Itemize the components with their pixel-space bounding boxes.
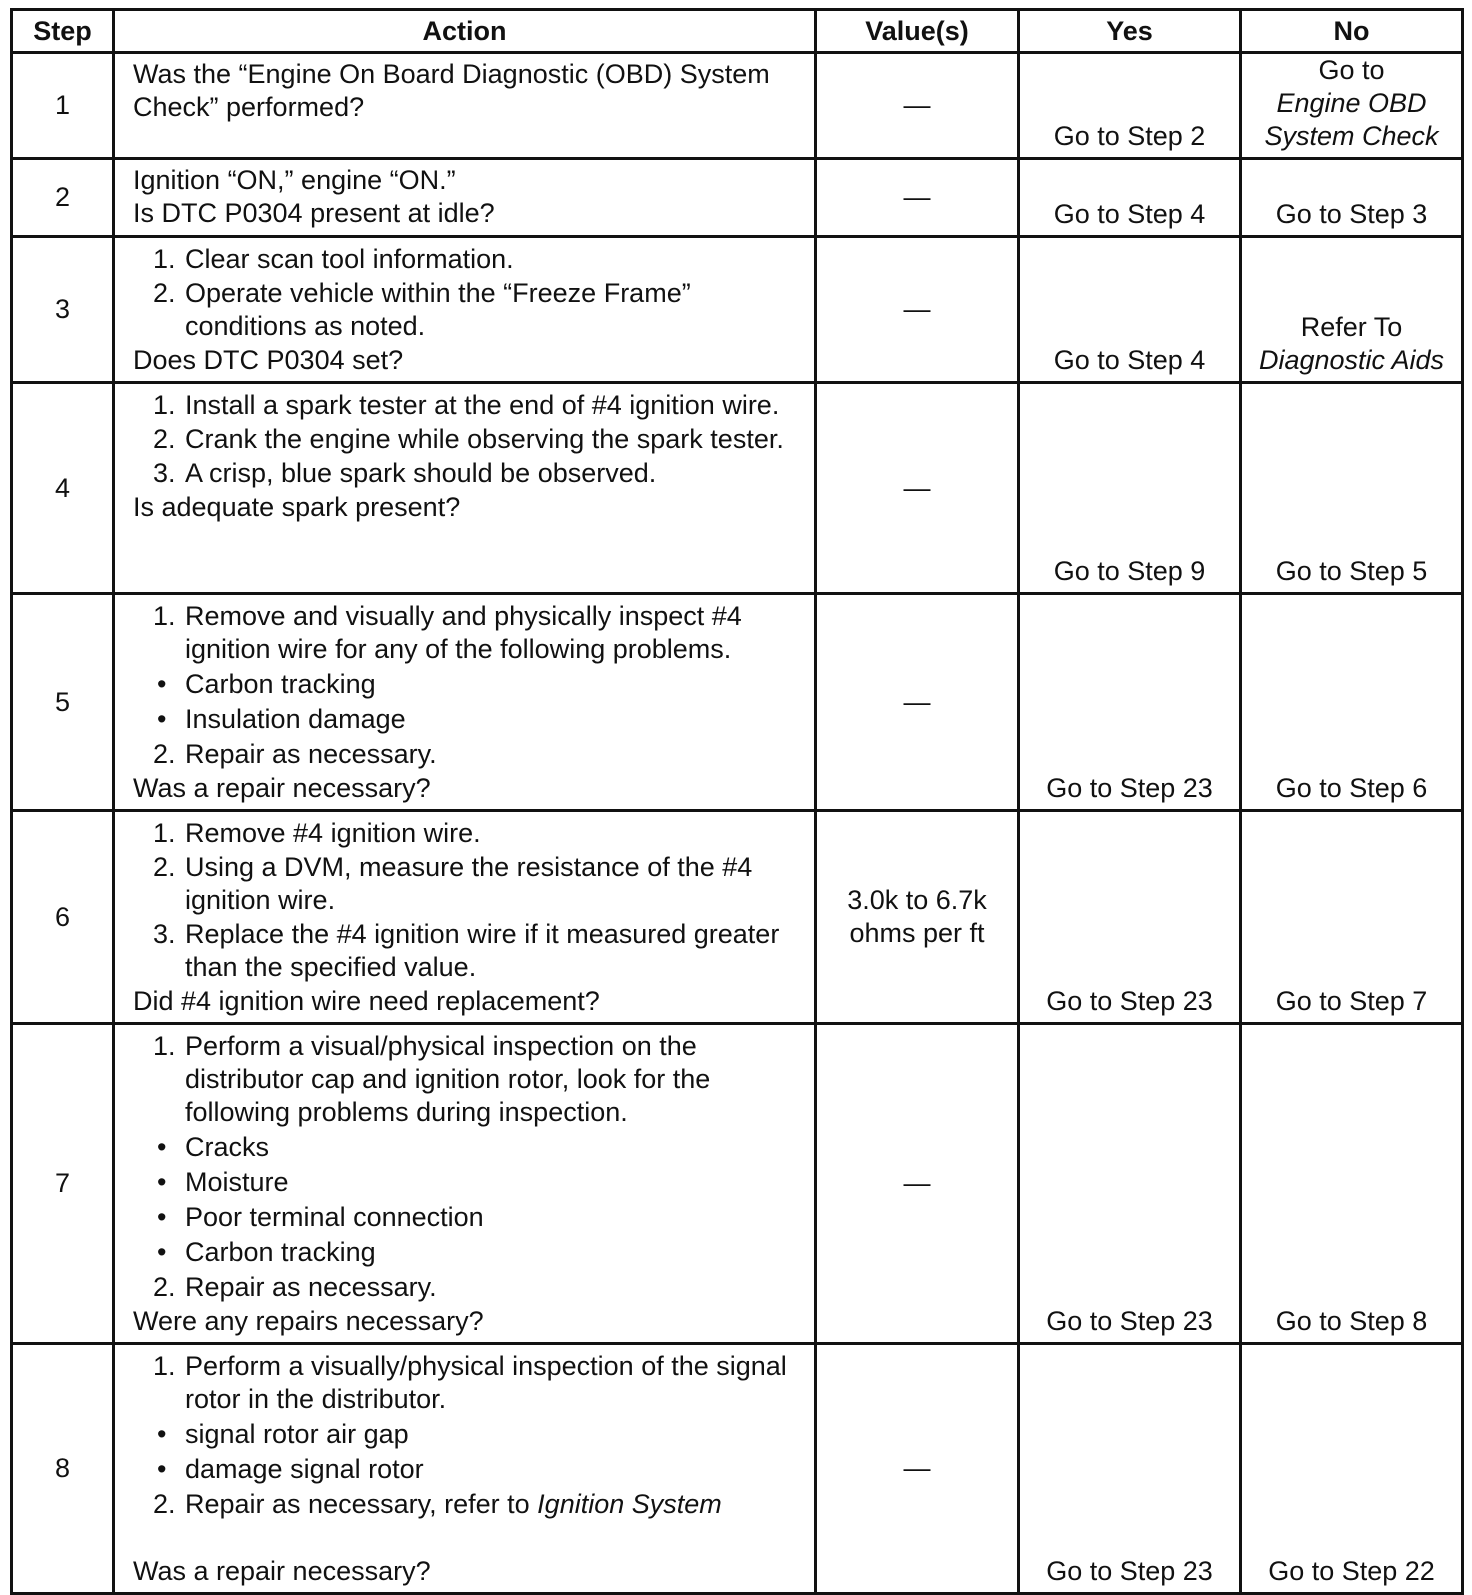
list-item <box>133 918 806 984</box>
item-text: Crank the engine while observing the spark tester. <box>185 424 784 454</box>
yes-cell: Go to Step 23 <box>1019 1024 1241 1344</box>
action-cell <box>114 237 816 383</box>
question-text: Is DTC P0304 present at idle? <box>133 198 495 228</box>
item-number: 1. <box>153 601 176 631</box>
no-cell: Go to Step 3 <box>1241 159 1463 237</box>
item-number: 1. <box>153 244 176 274</box>
bullet-text: Insulation damage <box>185 704 406 734</box>
item-number: 2. <box>153 278 176 308</box>
action-text: Ignition “ON,” engine “ON.” <box>133 165 456 195</box>
bullet-text: Moisture <box>185 1167 289 1197</box>
bullet-text: Poor terminal connection <box>185 1202 484 1232</box>
no-reference: Engine OBD System Check <box>1264 88 1439 151</box>
no-reference: Diagnostic Aids <box>1258 345 1445 375</box>
list-item <box>133 817 806 850</box>
item-text: Repair as necessary, refer to <box>185 1489 530 1519</box>
bullet-mark: • <box>157 1419 167 1449</box>
header-step: Step <box>12 10 114 53</box>
value-cell: — <box>816 1024 1019 1344</box>
no-cell <box>1241 237 1463 383</box>
header-row <box>12 10 1463 53</box>
item-text: Replace the #4 ignition wire if it measured greater than the specified value. <box>185 919 780 982</box>
value-cell: — <box>816 159 1019 237</box>
header-values: Value(s) <box>816 10 1019 53</box>
bullet-mark: • <box>157 1167 167 1197</box>
item-number: 1. <box>153 1031 176 1061</box>
bullet-text: Carbon tracking <box>185 1237 376 1267</box>
action-cell <box>114 1344 816 1594</box>
no-cell: Go to Step 6 <box>1241 594 1463 811</box>
item-text: Install a spark tester at the end of #4 ignition wire. <box>185 390 780 420</box>
item-text: Repair as necessary. <box>185 739 437 769</box>
bullet-mark: • <box>157 669 167 699</box>
item-text: Repair as necessary. <box>185 1272 437 1302</box>
list-item <box>133 1350 806 1416</box>
question-text: Was the “Engine On Board Diagnostic (OBD) System Check” performed? <box>133 59 770 122</box>
no-cell: Go to Step 22 <box>1241 1344 1463 1594</box>
bullet-item <box>133 1201 806 1234</box>
action-cell <box>114 811 816 1024</box>
step-number: 7 <box>12 1024 114 1344</box>
list-item <box>133 1030 806 1129</box>
bullet-item <box>133 703 806 736</box>
list-item <box>133 1271 806 1304</box>
item-number: 3. <box>153 919 176 949</box>
action-cell <box>114 383 816 594</box>
table-row-step-8 <box>12 1344 1463 1594</box>
table-row-step-2 <box>12 159 1463 237</box>
action-cell <box>114 53 816 159</box>
bullet-mark: • <box>157 1454 167 1484</box>
value-cell: — <box>816 383 1019 594</box>
item-number: 2. <box>153 739 176 769</box>
action-cell <box>114 1024 816 1344</box>
yes-cell: Go to Step 23 <box>1019 1344 1241 1594</box>
yes-cell: Go to Step 4 <box>1019 159 1241 237</box>
yes-cell: Go to Step 2 <box>1019 53 1241 159</box>
item-text: Remove and visually and physically inspect #4 ignition wire for any of the following problems. <box>185 601 742 664</box>
item-text: Perform a visually/physical inspection of the signal rotor in the distributor. <box>185 1351 787 1414</box>
step-number: 3 <box>12 237 114 383</box>
header-yes: Yes <box>1019 10 1241 53</box>
table-row-step-1 <box>12 53 1463 159</box>
table-row-step-3 <box>12 237 1463 383</box>
spacer <box>133 1522 806 1555</box>
bullet-item <box>133 1166 806 1199</box>
value-cell: — <box>816 237 1019 383</box>
item-text: Clear scan tool information. <box>185 244 514 274</box>
step-number: 1 <box>12 53 114 159</box>
value-line: ohms per ft <box>849 918 985 948</box>
list-item <box>133 457 806 490</box>
value-cell: — <box>816 1344 1019 1594</box>
no-cell: Go to Step 8 <box>1241 1024 1463 1344</box>
value-cell: — <box>816 53 1019 159</box>
table-row-step-5 <box>12 594 1463 811</box>
item-text: Remove #4 ignition wire. <box>185 818 481 848</box>
item-text: Using a DVM, measure the resistance of the #4 ignition wire. <box>185 852 753 915</box>
step-number: 5 <box>12 594 114 811</box>
list-item <box>133 738 806 771</box>
table-row-step-7 <box>12 1024 1463 1344</box>
bullet-item <box>133 1418 806 1451</box>
diagnostic-table <box>10 8 1464 1595</box>
question-text: Is adequate spark present? <box>133 492 461 522</box>
value-line: 3.0k to 6.7k <box>847 885 987 915</box>
bullet-item <box>133 1236 806 1269</box>
bullet-item <box>133 1453 806 1486</box>
question-text: Was a repair necessary? <box>133 1556 431 1586</box>
item-number: 3. <box>153 458 176 488</box>
step-number: 4 <box>12 383 114 594</box>
item-number: 2. <box>153 424 176 454</box>
no-cell: Go to Step 5 <box>1241 383 1463 594</box>
bullet-item <box>133 668 806 701</box>
bullet-text: damage signal rotor <box>185 1454 424 1484</box>
item-number: 1. <box>153 1351 176 1381</box>
header-no: No <box>1241 10 1463 53</box>
list-item <box>133 277 806 343</box>
step-number: 6 <box>12 811 114 1024</box>
value-cell <box>816 811 1019 1024</box>
yes-cell: Go to Step 9 <box>1019 383 1241 594</box>
item-number: 1. <box>153 390 176 420</box>
item-text: A crisp, blue spark should be observed. <box>185 458 657 488</box>
item-number: 1. <box>153 818 176 848</box>
question-text: Were any repairs necessary? <box>133 1306 484 1336</box>
question-text: Was a repair necessary? <box>133 773 431 803</box>
table-row-step-4 <box>12 383 1463 594</box>
step-number: 2 <box>12 159 114 237</box>
list-item <box>133 423 806 456</box>
bullet-mark: • <box>157 1202 167 1232</box>
list-item <box>133 600 806 666</box>
list-item <box>133 851 806 917</box>
item-text: Perform a visual/physical inspection on the distributor cap and ignition rotor, look for the following problems during inspection. <box>185 1031 711 1127</box>
bullet-text: Carbon tracking <box>185 669 376 699</box>
bullet-item <box>133 1131 806 1164</box>
value-cell: — <box>816 594 1019 811</box>
item-number: 2. <box>153 1489 176 1519</box>
bullet-mark: • <box>157 1237 167 1267</box>
list-item <box>133 389 806 422</box>
bullet-text: Cracks <box>185 1132 270 1162</box>
item-number: 2. <box>153 1272 176 1302</box>
item-text: Operate vehicle within the “Freeze Frame” conditions as noted. <box>185 278 691 341</box>
item-reference: Ignition System <box>537 1489 722 1519</box>
no-cell: Go to Step 7 <box>1241 811 1463 1024</box>
list-item <box>133 1488 806 1521</box>
yes-cell: Go to Step 4 <box>1019 237 1241 383</box>
bullet-mark: • <box>157 1132 167 1162</box>
yes-cell: Go to Step 23 <box>1019 594 1241 811</box>
question-text: Did #4 ignition wire need replacement? <box>133 986 600 1016</box>
question-text: Does DTC P0304 set? <box>133 345 404 375</box>
no-prefix: Refer To <box>1300 312 1403 342</box>
action-cell <box>114 159 816 237</box>
yes-cell: Go to Step 23 <box>1019 811 1241 1024</box>
bullet-mark: • <box>157 704 167 734</box>
header-action: Action <box>114 10 816 53</box>
step-number: 8 <box>12 1344 114 1594</box>
table-row-step-6 <box>12 811 1463 1024</box>
no-prefix: Go to <box>1318 55 1385 85</box>
no-cell <box>1241 53 1463 159</box>
action-cell <box>114 594 816 811</box>
item-number: 2. <box>153 852 176 882</box>
bullet-text: signal rotor air gap <box>185 1419 409 1449</box>
list-item <box>133 243 806 276</box>
